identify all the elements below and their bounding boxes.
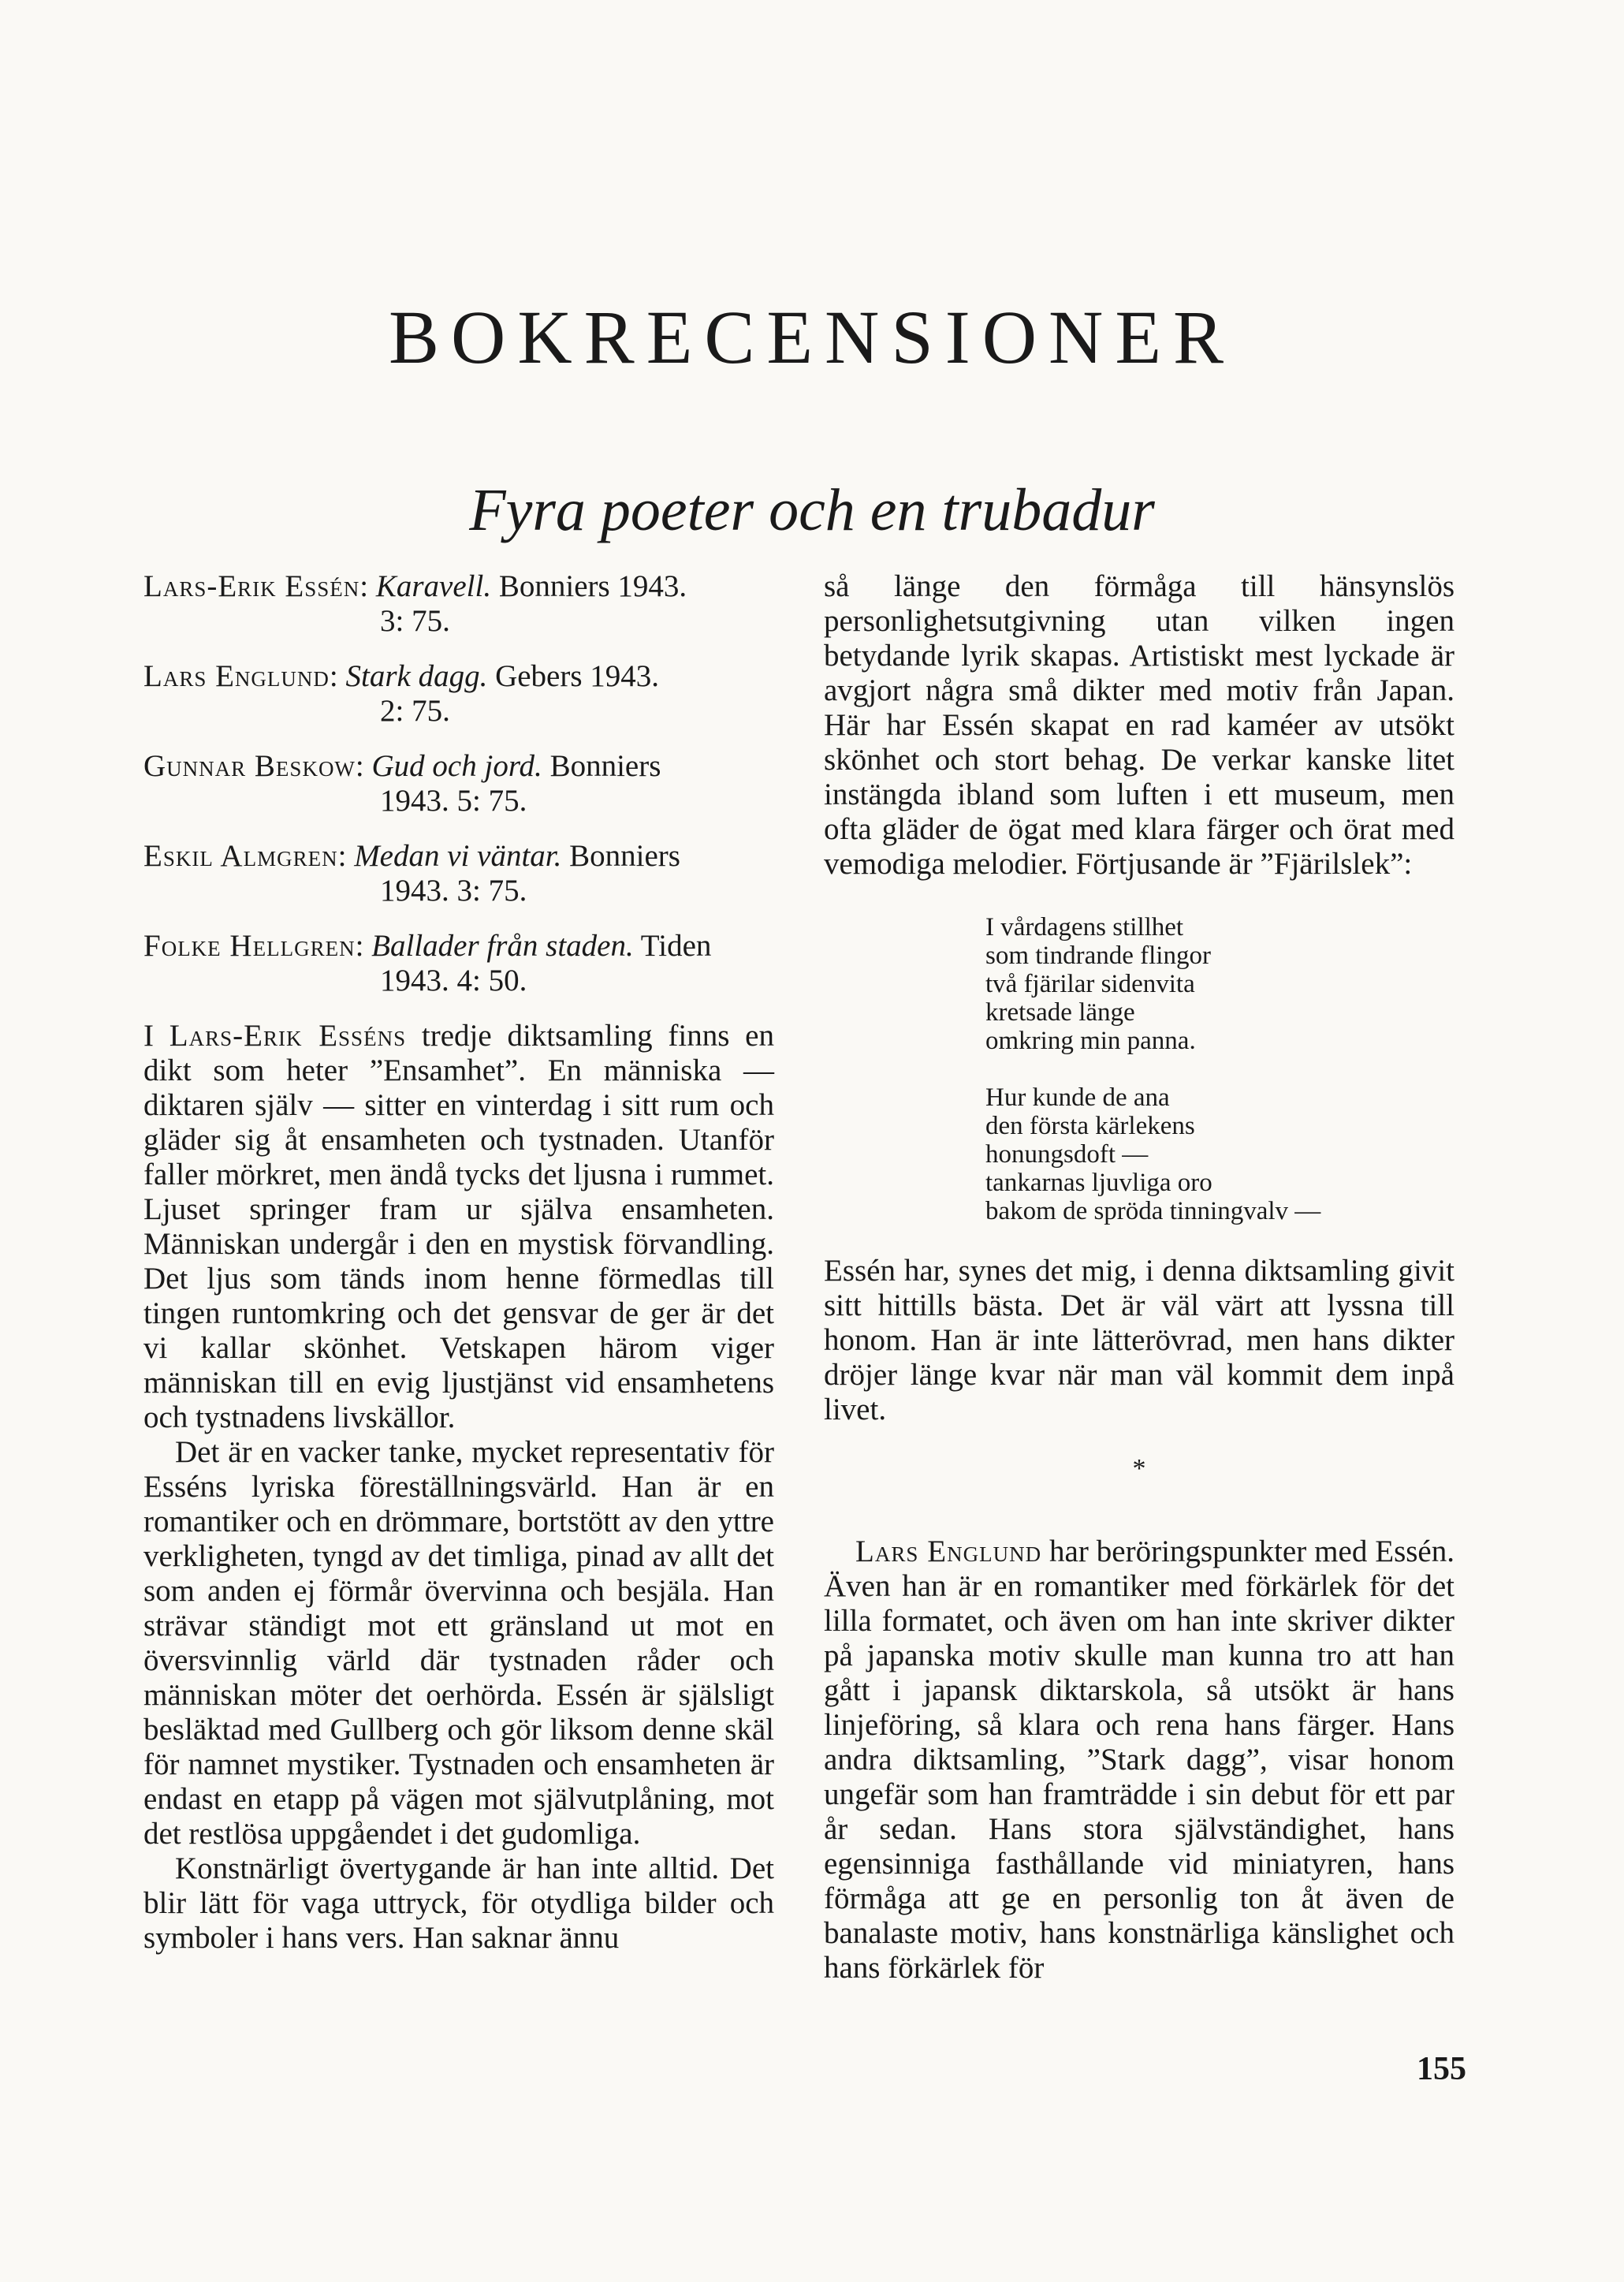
bib-title: Ballader från staden. [371, 929, 634, 963]
bib-details: 1943. 5: 75. [380, 784, 527, 818]
bib-publisher: Bonniers 1943. [498, 569, 687, 603]
bib-details: 3: 75. [380, 604, 450, 638]
poem-stanza [985, 1083, 1455, 1225]
bib-title: Karavell. [375, 569, 492, 603]
poem-line: som tindrande flingor [985, 942, 1211, 970]
bibliography-entry: Lars-Erik Essén: Karavell. Bonniers 1943. 3: 75. [143, 569, 774, 639]
bib-title: Stark dagg. [345, 659, 488, 693]
section-title: BOKRECENSIONER [388, 295, 1236, 379]
paragraph-text: har beröringspunkter med Essén. Även han är en romantiker med förkärlek för det lilla formatet, och även om han inte skriver dikter på japanska motiv skulle man kunna tro att han gått i japansk diktarskola, så utsökt är hans linjeföring, så klara och rena hans färger. Hans andra diktsamling, ”Stark dagg”, visar honom ungefär som han framträdde i sin debut för ett par år sedan. Hans stora självständighet, hans egensinniga fasthållande vid miniatyren, hans förmåga att ge en personlig ton åt även de banalaste motiv, hans konstnärliga känslighet och hans förkärlek för [824, 1534, 1455, 1985]
bib-publisher: Tiden [640, 929, 712, 963]
poem-line: honungsdoft — [985, 1140, 1149, 1169]
poem-line: omkring min panna. [985, 1027, 1196, 1055]
bib-author: Lars-Erik Essén [143, 569, 360, 603]
poem-line: tankarnas ljuvliga oro [985, 1169, 1212, 1197]
review-paragraph: Det är en vacker tanke, mycket representativ för Esséns lyriska föreställningsvärld. Han är en romantiker och en drömmare, bortstött av den yttre verkligheten, tyngd av det timliga, pinad av allt det som anden ej förmår övervinna och besjäla. Han strävar ständigt mot ett gränsland ut mot en översvinnlig värld där tystnaden råder och människan möter det oerhörda. Essén är själsligt besläktad med Gullberg och gör liksom denne skäl för namnet mystiker. Tystnaden och ensamheten är endast en etapp på vägen mot självutplåning, mot det restlösa uppgåendet i det gudomliga. [143, 1435, 774, 1851]
poem-line: den första kärlekens [985, 1112, 1195, 1140]
bib-details: 1943. 3: 75. [380, 874, 527, 908]
review-paragraph: Essén har, synes det mig, i denna diktsamling givit sitt hittills bästa. Det är väl värt att lyssna till honom. Han är inte lätterövrad, men hans dikter dröjer länge kvar när man väl kommit dem inpå livet. [824, 1254, 1455, 1426]
bib-publisher: Bonniers [549, 749, 661, 783]
bib-details: 1943. 4: 50. [380, 964, 527, 997]
page-number: 155 [1417, 2051, 1466, 2087]
poem-line: kretsade länge [985, 998, 1135, 1027]
bibliography-entry: Gunnar Beskow: Gud och jord. Bonniers 1943. 5: 75. [143, 749, 774, 818]
author-name: Lars-Erik Esséns [169, 1019, 407, 1053]
poem-line: bakom de spröda tinningvalv — [985, 1197, 1321, 1225]
bib-publisher: Gebers 1943. [495, 659, 660, 693]
bibliography-entry: Folke Hellgren: Ballader från staden. Tiden 1943. 4: 50. [143, 929, 774, 998]
section-separator: * [1132, 1454, 1146, 1483]
poem-stanza [985, 913, 1455, 1055]
bib-title: Medan vi väntar. [354, 839, 562, 873]
review-paragraph: Konstnärligt övertygande är han inte alltid. Det blir lätt för vaga uttryck, för otydliga bilder och symboler i hans vers. Han saknar ännu [143, 1851, 774, 1955]
author-name: Lars Englund [855, 1534, 1042, 1568]
left-column [143, 569, 774, 1956]
bib-title: Gud och jord. [371, 749, 542, 783]
poem-line: två fjärilar sidenvita [985, 970, 1195, 998]
review-paragraph [824, 1534, 1455, 1986]
bib-author: Lars Englund [143, 659, 330, 693]
bibliography-entry: Lars Englund: Stark dagg. Gebers 1943. 2: 75. [143, 659, 774, 729]
bib-author: Eskil Almgren [143, 839, 338, 873]
bib-details: 2: 75. [380, 694, 450, 728]
review-paragraph [143, 1019, 774, 1435]
bibliography-entry: Eskil Almgren: Medan vi väntar. Bonniers 1943. 3: 75. [143, 839, 774, 908]
poem-line: Hur kunde de ana [985, 1083, 1170, 1112]
article-subtitle: Fyra poeter och en trubadur [469, 477, 1155, 543]
bib-author: Folke Hellgren [143, 929, 356, 963]
bib-author: Gunnar Beskow [143, 749, 356, 783]
review-paragraph: så länge den förmåga till hänsynslös personlighetsutgivning utan vilken ingen betydande lyrik skapas. Artistiskt mest lyckade är avgjort några små dikter med motiv från Japan. Här har Essén skapat en rad kaméer av utsökt skönhet och stort behag. De verkar kanske litet instängda ibland som luften i ett museum, men ofta gläder de ögat med klara färger och örat med vemodiga melodier. Förtjusande är ”Fjärilslek”: [824, 569, 1455, 881]
poem-quote [985, 913, 1455, 1225]
right-column [824, 569, 1455, 1986]
poem-line: I vårdagens stillhet [985, 913, 1184, 942]
paragraph-text: tredje diktsamling finns en dikt som heter ”Ensamhet”. En människa — diktaren själv — sitter en vinterdag i sitt rum och gläder sig åt ensamheten och tystnaden. Utanför faller mörkret, men ändå tycks det ljusna i rummet. Ljuset springer fram ur själva ensamheten. Människan undergår i den en mystisk förvandling. Det ljus som tänds inom henne förmedlas till tingen runtomkring och det gensvar de ger är det vi kallar skönhet. Vetskapen härom viger människan till en evig ljustjänst vid ensamhetens och tystnadens livskällor. [143, 1019, 774, 1434]
paragraph-lead: I [143, 1019, 169, 1053]
bib-publisher: Bonniers [569, 839, 680, 873]
